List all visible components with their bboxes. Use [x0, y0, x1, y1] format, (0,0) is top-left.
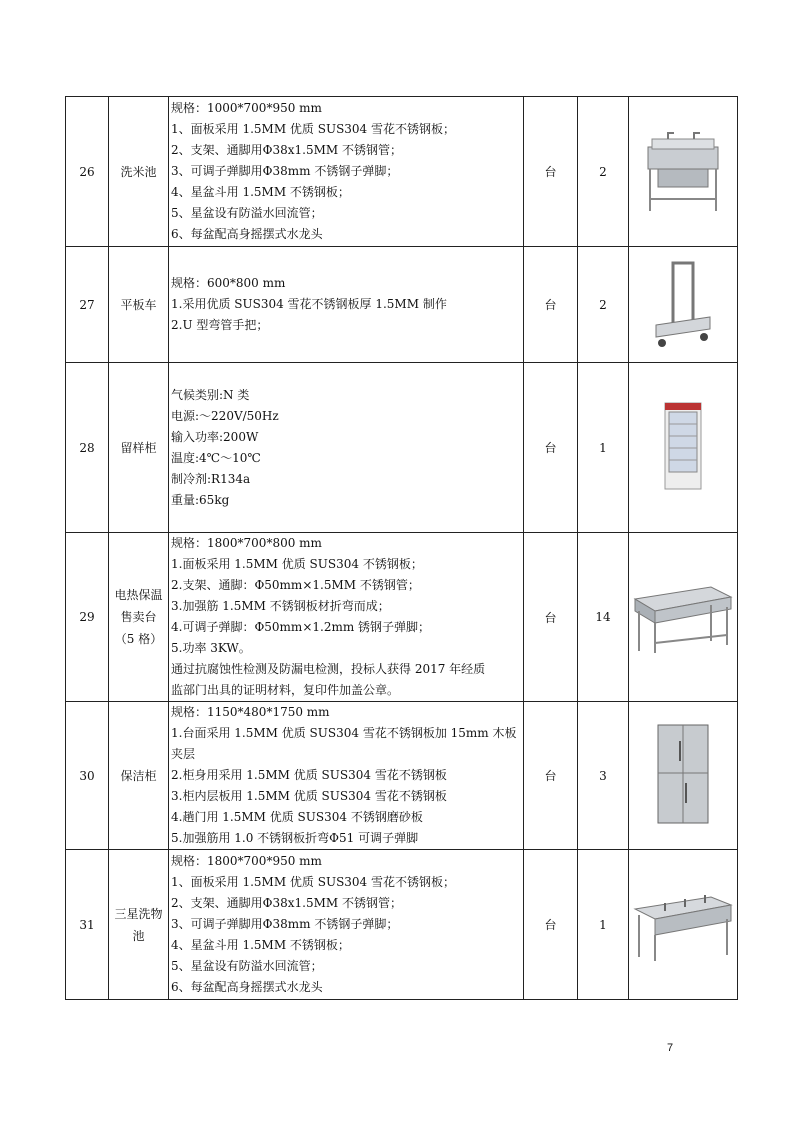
spec-line: 1.台面采用 1.5MM 优质 SUS304 雪花不锈钢板加 15mm 木板	[171, 726, 517, 740]
sink-icon	[629, 127, 737, 217]
table-row	[66, 850, 738, 1000]
spec-line: 6、每盆配高身摇摆式水龙头	[171, 227, 323, 241]
item-spec	[169, 702, 524, 850]
item-name: 保洁柜	[109, 702, 169, 850]
fridge-icon	[629, 398, 737, 498]
item-name: 平板车	[109, 247, 169, 363]
item-name: 洗米池	[109, 97, 169, 247]
spec-line: 4、星盆斗用 1.5MM 不锈钢板；	[171, 938, 350, 952]
item-quantity: 3	[578, 702, 629, 850]
item-image-cell	[629, 850, 738, 1000]
spec-line: 规格：1800*700*800 mm	[171, 536, 322, 550]
spec-line: 重量:65kg	[171, 492, 230, 507]
spec-line: 电源:～220V/50Hz	[171, 408, 279, 423]
spec-line: 5、星盆设有防溢水回流管；	[171, 206, 323, 220]
table-row	[66, 533, 738, 702]
table-row	[66, 363, 738, 533]
item-name: 电热保温售卖台（5 格）	[109, 533, 169, 702]
item-unit: 台	[524, 97, 578, 247]
spec-line: 规格：600*800 mm	[171, 276, 286, 290]
item-number: 26	[66, 97, 109, 247]
spec-line: 1、面板采用 1.5MM 优质 SUS304 雪花不锈钢板；	[171, 875, 456, 889]
item-number: 30	[66, 702, 109, 850]
spec-line: 3、可调子弹脚用Φ38mm 不锈钢子弹脚；	[171, 917, 399, 931]
spec-line: 2、支架、通脚用Φ38x1.5MM 不锈钢管；	[171, 143, 402, 157]
item-quantity: 1	[578, 363, 629, 533]
spec-line: 1.采用优质 SUS304 雪花不锈钢板厚 1.5MM 制作	[171, 297, 447, 311]
item-image-cell	[629, 363, 738, 533]
spec-line: 规格：1150*480*1750 mm	[171, 705, 330, 719]
spec-line: 夹层	[171, 747, 196, 761]
item-number: 28	[66, 363, 109, 533]
item-number: 29	[66, 533, 109, 702]
item-quantity: 2	[578, 97, 629, 247]
table-row	[66, 247, 738, 363]
item-image-cell	[629, 702, 738, 850]
item-spec	[169, 97, 524, 247]
spec-line: 4、星盆斗用 1.5MM 不锈钢板；	[171, 185, 350, 199]
item-quantity: 1	[578, 850, 629, 1000]
spec-line: 4.趟门用 1.5MM 优质 SUS304 不锈钢磨砂板	[171, 810, 423, 824]
spec-line: 规格：1800*700*950 mm	[171, 854, 322, 868]
spec-line: 2、支架、通脚用Φ38x1.5MM 不锈钢管；	[171, 896, 402, 910]
spec-line: 1、面板采用 1.5MM 优质 SUS304 雪花不锈钢板；	[171, 122, 456, 136]
item-image-cell	[629, 247, 738, 363]
spec-line: 输入功率:200W	[171, 429, 259, 444]
spec-line: 气候类别:N 类	[171, 387, 250, 402]
spec-line: 温度:4℃～10℃	[171, 450, 261, 465]
item-name: 三星洗物池	[109, 850, 169, 1000]
cabinet-icon	[629, 721, 737, 831]
item-unit: 台	[524, 533, 578, 702]
page-number: 7	[667, 1042, 674, 1054]
spec-line: 3、可调子弹脚用Φ38mm 不锈钢子弹脚；	[171, 164, 399, 178]
spec-line: 5.加强筋用 1.0 不锈钢板折弯Φ51 可调子弹脚	[171, 831, 419, 845]
warming-table-icon	[629, 577, 737, 657]
spec-line: 通过抗腐蚀性检测及防漏电检测，投标人获得 2017 年经质	[171, 662, 486, 676]
item-spec	[169, 533, 524, 702]
spec-line: 监部门出具的证明材料，复印件加盖公章。	[171, 683, 400, 697]
spec-line: 6、每盆配高身摇摆式水龙头	[171, 980, 323, 994]
item-quantity: 14	[578, 533, 629, 702]
item-unit: 台	[524, 850, 578, 1000]
spec-line: 3.加强筋 1.5MM 不锈钢板材折弯而成；	[171, 599, 390, 613]
item-spec	[169, 850, 524, 1000]
cart-icon	[629, 255, 737, 355]
spec-line: 3.柜内层板用 1.5MM 优质 SUS304 雪花不锈钢板	[171, 789, 447, 803]
item-number: 27	[66, 247, 109, 363]
item-number: 31	[66, 850, 109, 1000]
item-image-cell	[629, 97, 738, 247]
item-unit: 台	[524, 363, 578, 533]
spec-line: 1.面板采用 1.5MM 优质 SUS304 不锈钢板；	[171, 557, 423, 571]
item-quantity: 2	[578, 247, 629, 363]
item-spec	[169, 363, 524, 533]
spec-line: 制冷剂:R134a	[171, 471, 251, 486]
spec-line: 2.柜身用采用 1.5MM 优质 SUS304 雪花不锈钢板	[171, 768, 447, 782]
item-name: 留样柜	[109, 363, 169, 533]
table-row	[66, 97, 738, 247]
spec-line: 规格：1000*700*950 mm	[171, 101, 322, 115]
item-unit: 台	[524, 247, 578, 363]
item-spec	[169, 247, 524, 363]
equipment-table	[65, 96, 738, 1000]
item-unit: 台	[524, 702, 578, 850]
spec-line: 2.U 型弯管手把；	[171, 318, 269, 332]
spec-line: 5、星盆设有防溢水回流管；	[171, 959, 323, 973]
spec-line: 2.支架、通脚：Φ50mm×1.5MM 不锈钢管；	[171, 578, 420, 592]
triple-sink-icon	[629, 885, 737, 965]
spec-line: 5.功率 3KW。	[171, 641, 251, 655]
item-image-cell	[629, 533, 738, 702]
table-row	[66, 702, 738, 850]
spec-line: 4.可调子弹脚：Φ50mm×1.2mm 锈钢子弹脚；	[171, 620, 431, 634]
